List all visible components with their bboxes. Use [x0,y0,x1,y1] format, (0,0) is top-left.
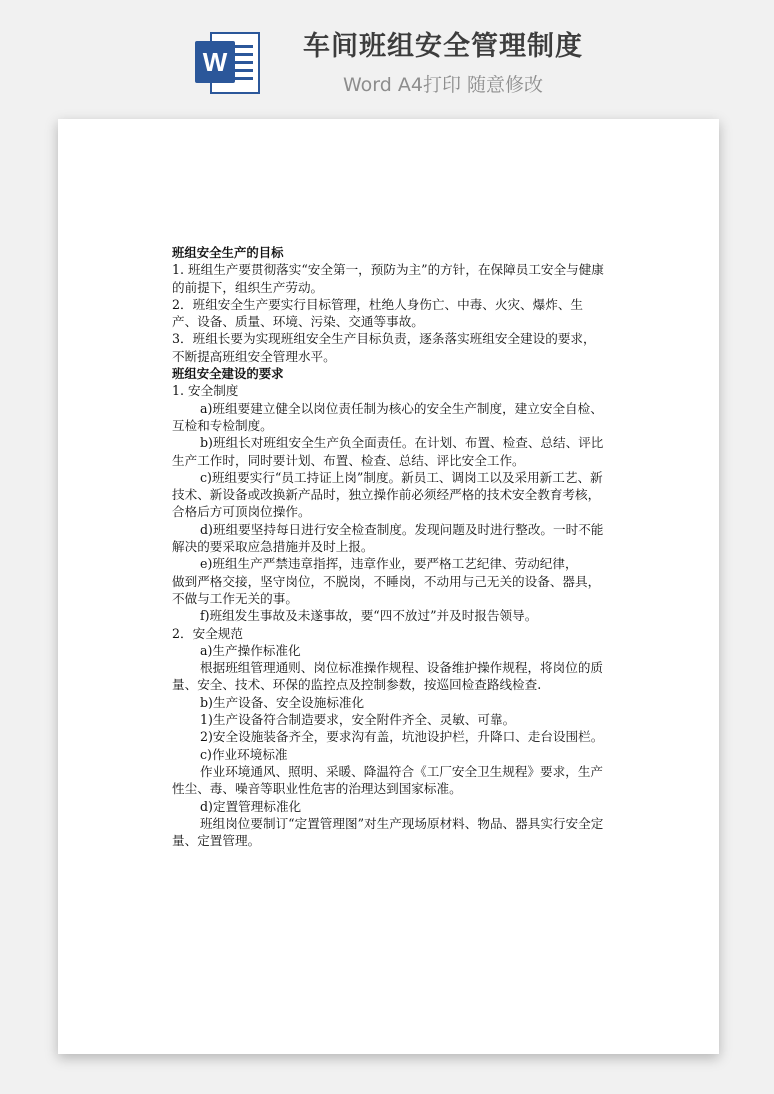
document-body [172,244,608,849]
indented-paragraph: b)生产设备、安全设施标准化 [200,694,365,710]
paragraph: 1. 班组生产要贯彻落实“安全第一，预防为主”的方针，在保障员工安全与健康的前提下，组织生产劳动。 [172,262,604,295]
paragraph: 2．安全规范 [172,625,243,641]
paragraph: 2．班组安全生产要实行目标管理，杜绝人身伤亡、中毒、火灾、爆炸、生产、设备、质量、环境、污染、交通等事故。 [172,296,584,330]
indented-paragraph: a)生产操作标准化 [200,642,301,658]
paragraph: 3．班组长要为实现班组安全生产目标负责，逐条落实班组安全建设的要求，不断提高班组安全管理水平。 [172,331,596,364]
page-subtitle: Word A4打印 随意修改 [342,74,543,96]
indented-paragraph: c)班组要实行“员工持证上岗”制度。新员工、调岗工以及采用新工艺、新技术、新设备或改换新产品时，独立操作前必须经严格的技术安全教育考核，合格后方可顶岗位操作。 [172,469,603,520]
section-heading: 班组安全生产的目标 [172,245,284,260]
word-document-icon [193,27,263,97]
indented-paragraph: 2)安全设施装备齐全，要求沟有盖，坑池设护栏，升降口、走台设围栏。 [200,729,604,745]
indented-paragraph: 根据班组管理通则、岗位标准操作规程、设备维护操作规程，将岗位的质量、安全、技术、环保的监控点及控制参数，按巡回检查路线检查. [172,660,603,693]
header [0,0,774,118]
svg-text:W: W [202,47,228,77]
indented-paragraph: 作业环境通风、照明、采暖、降温符合《工厂安全卫生规程》要求，生产性尘、毒、噪音等职业性危害的治理达到国家标准。 [172,763,603,797]
indented-paragraph: c)作业环境标准 [200,746,288,762]
indented-paragraph: a)班组要建立健全以岗位责任制为核心的安全生产制度，建立安全自检、互检和专检制度。 [172,400,603,433]
page-title: 车间班组安全管理制度 [303,31,583,62]
indented-paragraph: f)班组发生事故及未遂事故，要“四不放过”并及时报告领导。 [200,608,538,624]
indented-paragraph: e)班组生产严禁违章指挥，违章作业，要严格工艺纪律、劳动纪律， [200,556,578,572]
indented-paragraph: d)定置管理标准化 [200,798,302,814]
indented-paragraph: 班组岗位要制订“定置管理图”对生产现场原材料、物品、器具实行安全定量、定置管理。 [172,815,604,849]
paragraph: 1. 安全制度 [172,383,239,399]
indented-paragraph: d)班组要坚持每日进行安全检查制度。发现问题及时进行整改。一时不能解决的要采取应急措施并及时上报。 [172,521,604,555]
section-heading: 班组安全建设的要求 [172,366,284,382]
document-page [58,119,719,1054]
paragraph: 做到严格交接，坚守岗位，不脱岗，不睡岗，不动用与己无关的设备、器具，不做与工作无关的事。 [172,573,601,606]
indented-paragraph: 1)生产设备符合制造要求，安全附件齐全、灵敏、可靠。 [200,712,516,728]
indented-paragraph: b)班组长对班组安全生产负全面责任。在计划、布置、检查、总结、评比生产工作时，同时要计划、布置、检查、总结、评比安全工作。 [172,435,604,468]
